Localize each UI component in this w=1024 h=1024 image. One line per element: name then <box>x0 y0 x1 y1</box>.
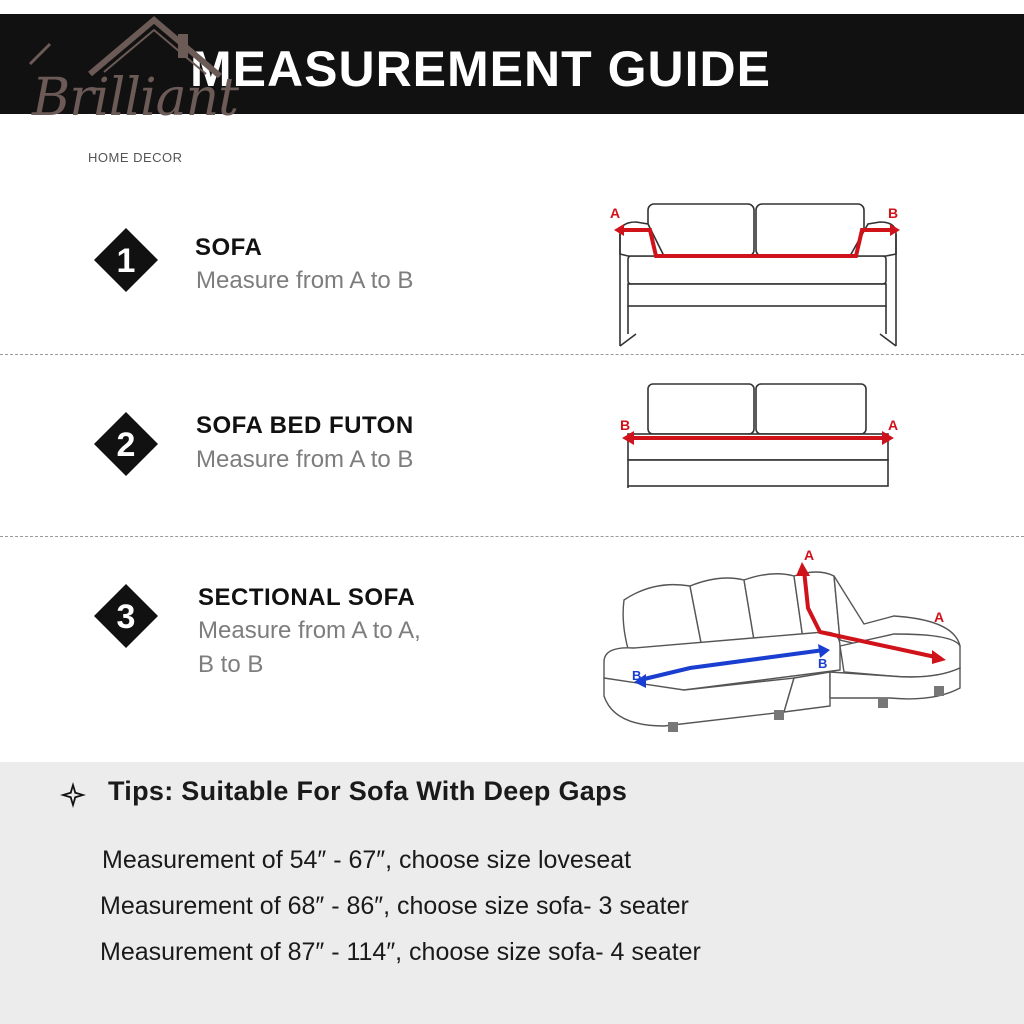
sectional-label-b-right: B <box>818 656 828 671</box>
sectional-label-a-right: A <box>934 609 945 625</box>
section-title-sectional-sofa: SECTIONAL SOFA <box>198 584 416 611</box>
section-sofa-bed-futon <box>0 356 1024 536</box>
sofa-label-b: B <box>888 205 899 221</box>
section-divider <box>0 354 1024 355</box>
futon-label-b: B <box>620 417 631 433</box>
sofa-illustration <box>600 194 910 350</box>
page-title: MEASUREMENT GUIDE <box>190 41 771 97</box>
tips-title: Tips: Suitable For Sofa With Deep Gaps <box>108 776 628 806</box>
section-title-sofa-bed-futon: SOFA BED FUTON <box>196 412 414 439</box>
number-badge-3-label: 3 <box>116 598 136 636</box>
sectional-label-b-left: B <box>632 668 642 683</box>
logo-subtitle: HOME DECOR <box>88 150 183 165</box>
section-description-sectional-line2: B to B <box>198 651 264 678</box>
number-badge-2-label: 2 <box>116 426 136 464</box>
sectional-sofa-illustration <box>594 550 970 750</box>
tip-line-loveseat: Measurement of 54″ - 67″, choose size loveseat <box>102 846 632 874</box>
logo-script-text: Brilliant <box>32 68 238 128</box>
section-divider <box>0 536 1024 537</box>
section-description-sofa-bed-futon: Measure from A to B <box>196 446 414 473</box>
section-sofa <box>0 172 1024 354</box>
tip-line-3-seater: Measurement of 68″ - 86″, choose size sofa- 3 seater <box>100 892 689 920</box>
section-sectional-sofa <box>0 538 1024 760</box>
tip-line-4-seater: Measurement of 87″ - 114″, choose size sofa- 4 seater <box>100 938 701 966</box>
section-description-sectional-line1: Measure from A to A, <box>198 617 421 644</box>
futon-illustration <box>606 380 906 492</box>
number-badge-1 <box>94 228 158 292</box>
section-title-sofa: SOFA <box>195 234 263 261</box>
futon-label-a: A <box>888 417 899 433</box>
number-badge-2 <box>94 412 158 476</box>
sectional-label-a-top: A <box>804 550 815 563</box>
sofa-label-a: A <box>610 205 621 221</box>
four-point-star-icon <box>58 780 88 810</box>
number-badge-1-label: 1 <box>116 242 136 280</box>
brand-logo <box>8 16 248 172</box>
number-badge-3 <box>94 584 158 648</box>
tips-panel <box>0 762 1024 1024</box>
section-description-sofa: Measure from A to B <box>196 267 414 294</box>
